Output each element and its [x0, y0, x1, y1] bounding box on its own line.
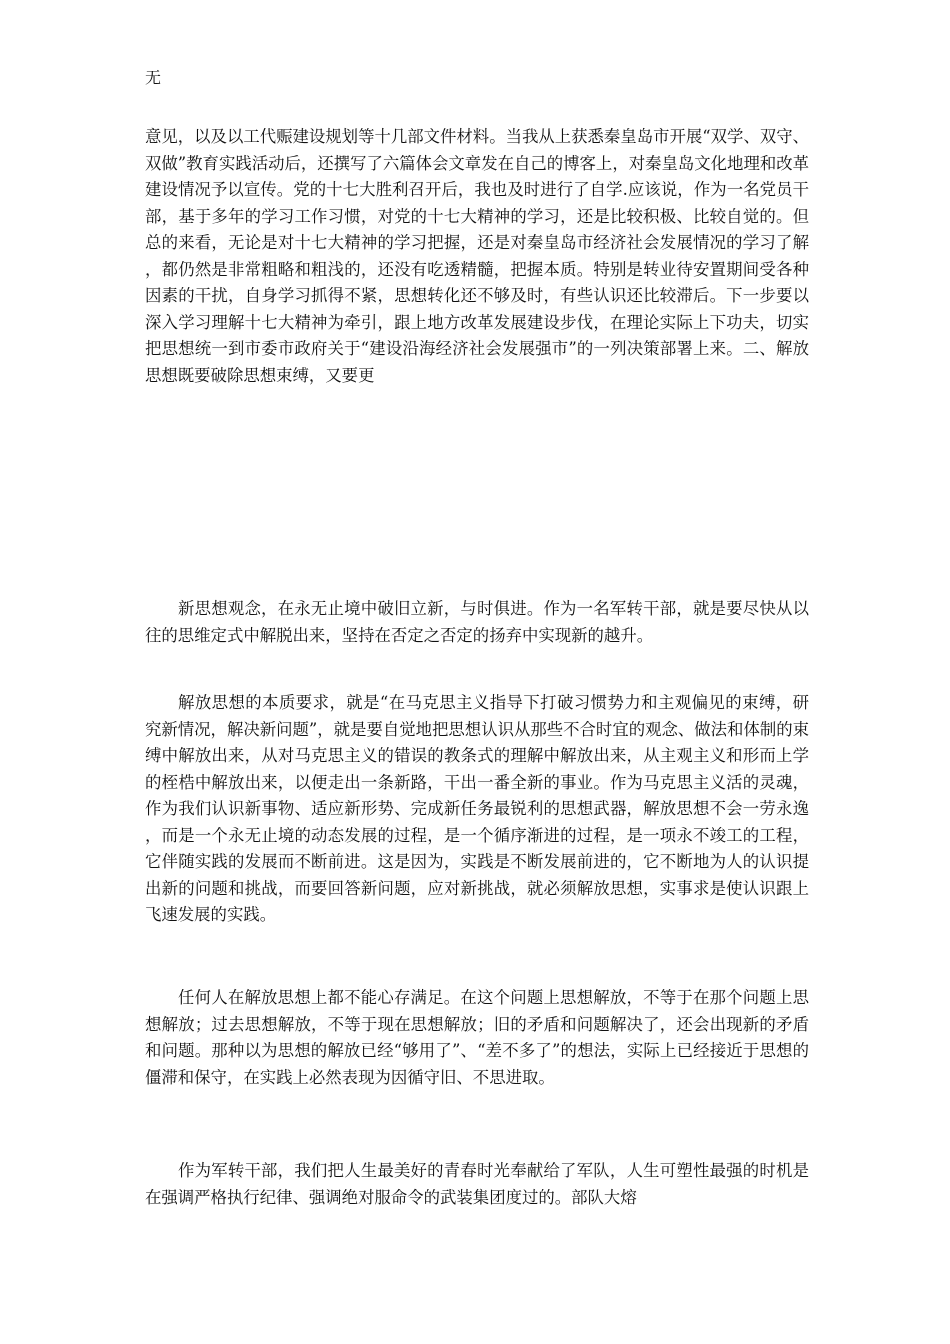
body-paragraph: 新思想观念，在永无止境中破旧立新，与时俱进。作为一名军转干部，就是要尽快从以往的思维定式中解脱出来，坚持在否定之否定的扬弃中实现新的越升。	[145, 599, 809, 645]
page-header: 无	[145, 68, 162, 87]
body-paragraph: 任何人在解放思想上都不能心存满足。在这个问题上思想解放，不等于在那个问题上思想解放；过去思想解放，不等于现在思想解放；旧的矛盾和问题解决了，还会出现新的矛盾和问题。那种以为思想的解放已经“够用了”、“差不多了”的想法，实际上已经接近于思想的僵滞和保守，在实践上必然表现为因循守旧、不思进取。	[145, 988, 809, 1087]
body-paragraph: 意见，以及以工代赈建设规划等十几部文件材料。当我从上获悉秦皇岛市开展“双学、双守、双做”教育实践活动后，还撰写了六篇体会文章发在自己的博客上，对秦皇岛文化地理和改革建设情况予以宣传。党的十七大胜利召开后，我也及时进行了自学.应该说，作为一名党员干部，基于多年的学习工作习惯，对党的十七大精神的学习，还是比较积极、比较自觉的。但总的来看，无论是对十七大精神的学习把握，还是对秦皇岛市经济社会发展情况的学习了解，都仍然是非常粗略和粗浅的，还没有吃透精髓，把握本质。特别是转业待安置期间受各种因素的干扰，自身学习抓得不紧，思想转化还不够及时，有些认识还比较滞后。下一步要以深入学习理解十七大精神为牵引，跟上地方改革发展建设步伐，在理论实际上下功夫，切实把思想统一到市委市政府关于“建设沿海经济社会发展强市”的一列决策部署上来。二、解放思想既要破除思想束缚，又要更	[145, 127, 810, 385]
body-paragraph: 作为军转干部，我们把人生最美好的青春时光奉献给了军队，人生可塑性最强的时机是在强调严格执行纪律、强调绝对服命令的武装集团度过的。部队大熔	[145, 1161, 809, 1207]
body-paragraph: 解放思想的本质要求，就是“在马克思主义指导下打破习惯势力和主观偏见的束缚，研究新情况，解决新问题”，就是要自觉地把思想认识从那些不合时宜的观念、做法和体制的束缚中解放出来，从对马克思主义的错误的教条式的理解中解放出来，从主观主义和形而上学的桎梏中解放出来，以便走出一条新路，干出一番全新的事业。作为马克思主义活的灵魂，作为我们认识新事物、适应新形势、完成新任务最锐利的思想武器，解放思想不会一劳永逸，而是一个永无止境的动态发展的过程，是一个循序渐进的过程，是一项永不竣工的工程，它伴随实践的发展而不断前进。这是因为，实践是不断发展前进的，它不断地为人的认识提出新的问题和挑战，而要回答新问题，应对新挑战，就必须解放思想，实事求是使认识跟上飞速发展的实践。	[145, 693, 810, 924]
